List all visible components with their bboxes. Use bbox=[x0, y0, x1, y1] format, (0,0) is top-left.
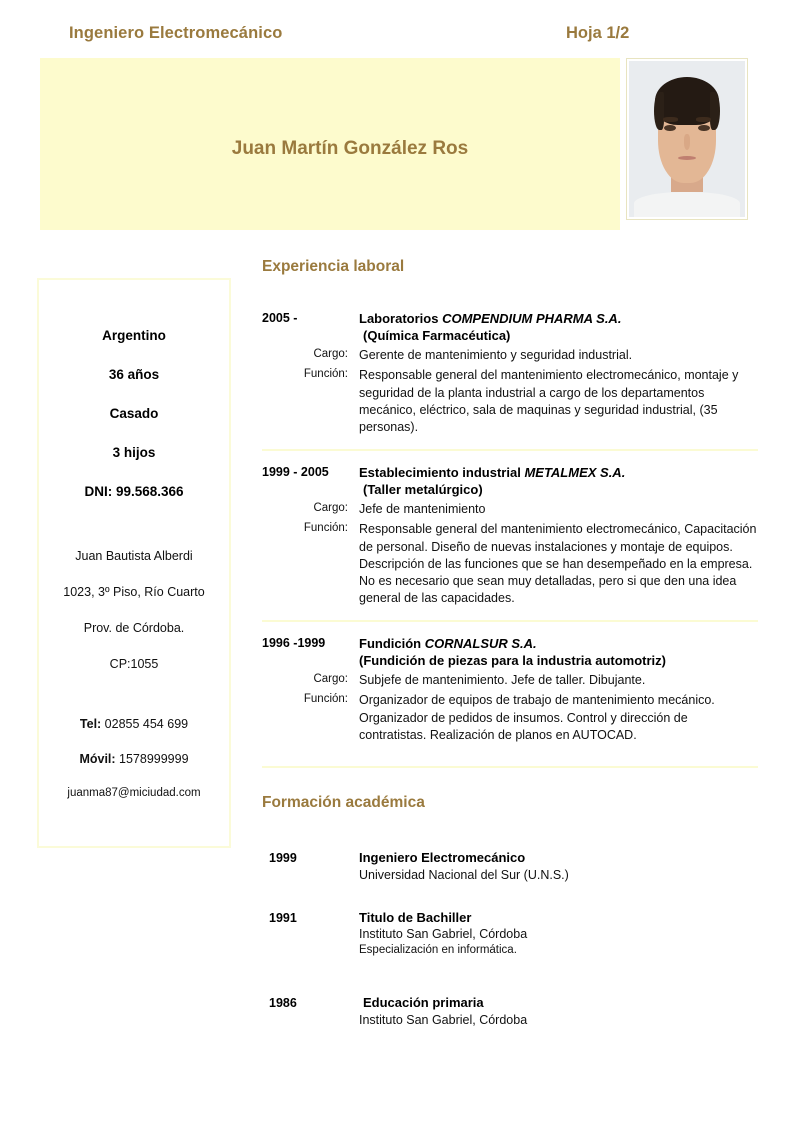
job-header bbox=[262, 635, 758, 669]
education-note: Especialización en informática. bbox=[359, 944, 517, 957]
entry-divider bbox=[262, 449, 758, 451]
children: 3 hijos bbox=[112, 445, 156, 460]
education-degree: Titulo de Bachiller bbox=[359, 909, 472, 925]
education-school: Universidad Nacional del Sur (U.N.S.) bbox=[359, 867, 569, 882]
address-province: Prov. de Córdoba. bbox=[83, 621, 185, 635]
job-years: 1996 -1999 bbox=[262, 636, 326, 650]
job-titles bbox=[359, 310, 758, 344]
cargo-label: Cargo: bbox=[313, 348, 348, 361]
job-funcion-row bbox=[262, 521, 758, 607]
mobile-row bbox=[39, 752, 229, 766]
phone-row bbox=[39, 717, 229, 731]
cargo-label: Cargo: bbox=[313, 502, 348, 515]
marital-status: Casado bbox=[109, 406, 159, 421]
experience-heading: Experiencia laboral bbox=[262, 258, 405, 275]
job-years: 2005 - bbox=[262, 311, 298, 325]
education-body bbox=[359, 910, 758, 959]
cargo-value: Jefe de mantenimiento bbox=[359, 502, 486, 517]
job-company-prefix: Establecimiento industrial bbox=[359, 464, 525, 480]
photo-hair-left bbox=[654, 92, 664, 129]
job-company bbox=[359, 310, 758, 327]
job-company-name: METALMEX S.A. bbox=[524, 464, 626, 480]
job-cargo-row bbox=[262, 347, 758, 364]
page-title: Ingeniero Electromecánico bbox=[69, 24, 283, 42]
job-company bbox=[359, 464, 758, 481]
address-block bbox=[39, 523, 229, 671]
cargo-value: Gerente de mantenimiento y seguridad industrial. bbox=[359, 348, 633, 363]
education-degree: Ingeniero Electromecánico bbox=[359, 849, 526, 865]
job-header bbox=[262, 464, 758, 498]
photo-eyebrow-left bbox=[663, 117, 678, 122]
nationality: Argentino bbox=[102, 328, 166, 343]
funcion-label: Función: bbox=[303, 693, 348, 706]
portrait-photo-frame bbox=[626, 58, 748, 220]
education-heading: Formación académica bbox=[262, 793, 425, 811]
job-titles bbox=[359, 635, 758, 669]
job-subtitle: (Taller metalúrgico) bbox=[363, 482, 483, 498]
job-company bbox=[359, 635, 758, 652]
education-school: Instituto San Gabriel, Córdoba bbox=[359, 927, 528, 942]
education-degree: Educación primaria bbox=[363, 994, 484, 1010]
funcion-value: Responsable general del mantenimiento electromecánico, montaje y seguridad de la planta industrial a cargo de los departamentos mecánico, eléctrico, sala de maquinas y seguridad industrial, (35 personas). bbox=[359, 368, 739, 434]
funcion-value: Responsable general del mantenimiento electromecánico, Capacitación de personal. Diseño de nuevas instalaciones y montaje de equipos. Descripción de las funciones que se han desempeñado en la empresa. No es necesario que sean muy detalladas, pero si que den una idea general de las capacidades. bbox=[359, 522, 757, 605]
section-divider bbox=[262, 766, 758, 768]
main-content bbox=[262, 258, 758, 1055]
photo-shoulders bbox=[634, 192, 741, 217]
phone-label: Tel: bbox=[79, 717, 102, 731]
job-company-prefix: Fundición bbox=[359, 636, 425, 651]
education-year: 1986 bbox=[269, 995, 297, 1010]
education-entry bbox=[262, 995, 758, 1029]
job-years: 1999 - 2005 bbox=[262, 464, 329, 479]
job-company-name: COMPENDIUM PHARMA S.A. bbox=[442, 311, 622, 326]
address-number: 1023, 3º Piso, Río Cuarto bbox=[63, 585, 205, 599]
address-street: Juan Bautista Alberdi bbox=[75, 549, 193, 563]
job-funcion-row bbox=[262, 692, 758, 743]
job-company-name: CORNALSUR S.A. bbox=[424, 636, 537, 651]
education-year: 1999 bbox=[269, 850, 297, 865]
job-company-prefix: Laboratorios bbox=[359, 311, 443, 326]
photo-eye-right bbox=[698, 125, 710, 131]
job-titles bbox=[359, 464, 758, 498]
job-funcion-row bbox=[262, 367, 758, 436]
photo-hair-right bbox=[710, 92, 720, 129]
dni-number: DNI: 99.568.366 bbox=[84, 484, 184, 499]
entry-divider bbox=[262, 620, 758, 622]
address-postal-code: CP:1055 bbox=[109, 657, 159, 671]
sheet-number: Hoja 1/2 bbox=[566, 24, 630, 42]
funcion-label: Función: bbox=[303, 368, 348, 381]
education-body bbox=[359, 995, 758, 1029]
education-entry bbox=[262, 850, 758, 884]
job-subtitle: (Fundición de piezas para la industria automotriz) bbox=[359, 653, 666, 669]
education-entry bbox=[262, 910, 758, 959]
mobile-value: 1578999999 bbox=[115, 752, 189, 766]
job-header bbox=[262, 310, 758, 344]
experience-entry bbox=[262, 464, 758, 607]
job-cargo-row bbox=[262, 501, 758, 518]
name-banner bbox=[40, 58, 620, 230]
photo-eyebrow-right bbox=[696, 117, 711, 122]
funcion-label: Función: bbox=[303, 522, 348, 535]
job-subtitle: (Química Farmacéutica) bbox=[363, 328, 511, 344]
cargo-label: Cargo: bbox=[313, 673, 348, 686]
funcion-value: Organizador de equipos de trabajo de mantenimiento mecánico. Organizador de pedidos de insumos. Control y dirección de contratistas. Realización de planos en AUTOCAD. bbox=[359, 693, 715, 742]
experience-entry bbox=[262, 635, 758, 744]
experience-entry bbox=[262, 310, 758, 436]
email-address[interactable]: juanma87@miciudad.com bbox=[67, 787, 201, 799]
mobile-label: Móvil: bbox=[79, 752, 116, 766]
age: 36 años bbox=[108, 367, 160, 382]
education-school: Instituto San Gabriel, Córdoba bbox=[359, 1012, 528, 1027]
page-header bbox=[0, 0, 793, 58]
education-year: 1991 bbox=[269, 910, 297, 925]
personal-details-block bbox=[39, 280, 229, 499]
phone-value: 02855 454 699 bbox=[101, 717, 189, 731]
cargo-value: Subjefe de mantenimiento. Jefe de taller. Dibujante. bbox=[359, 673, 646, 688]
candidate-full-name: Juan Martín González Ros bbox=[231, 138, 469, 159]
contact-block bbox=[39, 693, 229, 799]
personal-info-sidebar bbox=[37, 278, 231, 848]
education-body bbox=[359, 850, 758, 884]
portrait-photo bbox=[629, 61, 745, 217]
job-cargo-row bbox=[262, 672, 758, 689]
